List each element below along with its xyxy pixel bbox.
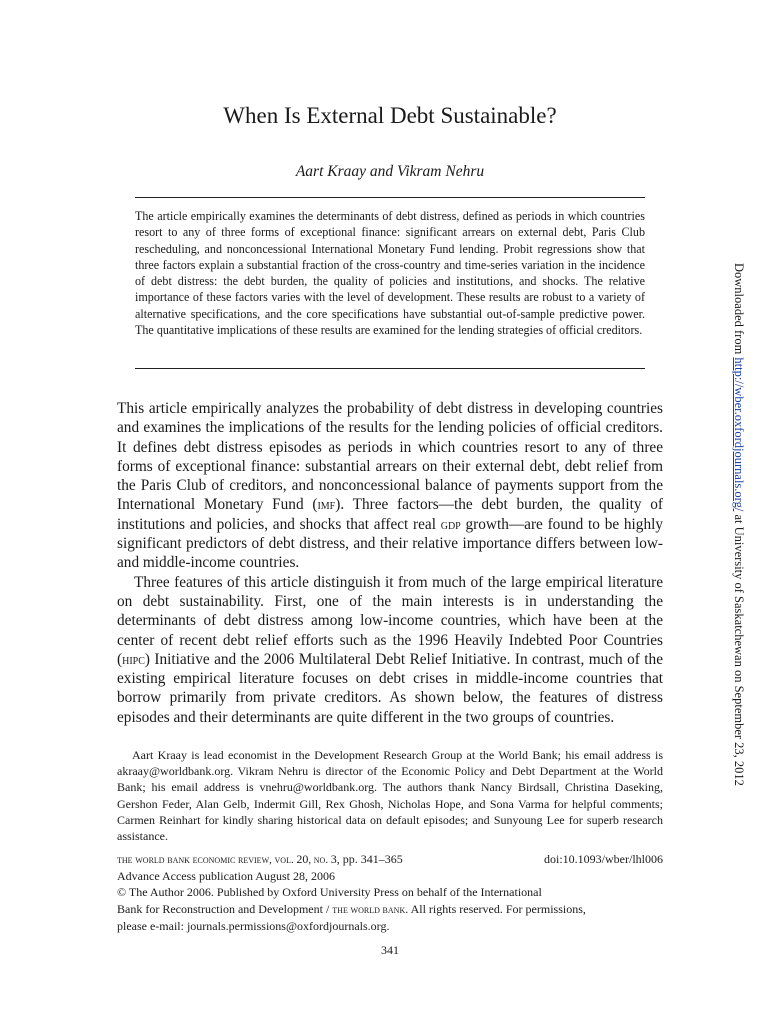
page-range: , pp. 341–365	[336, 852, 403, 866]
journal-citation: the world bank economic review, vol. 20, no. 3, pp. 341–365	[117, 852, 403, 866]
publication-info	[117, 851, 663, 934]
permissions-email: please e-mail: journals.permissions@oxfordjournals.org.	[117, 918, 390, 933]
download-watermark: Downloaded from http://wber.oxfordjournals.org/ at University of Saskatchewan on September 23, 2012	[732, 263, 746, 786]
copyright-line-1: © The Author 2006. Published by Oxford University Press on behalf of the International	[117, 885, 542, 900]
volume: 20	[296, 852, 309, 866]
body-paragraph-1: This article empirically analyzes the probability of debt distress in developing countries and examines the implications of the results for the lending policies of official creditors. It defines debt distress episodes as periods in which countries resort to any of three forms of exceptional finance: substantial arrears on their external debt, debt relief from the Paris Club of creditors, and nonconcessional balance of payments support from the International Monetary Fund (imf). Three factors—the debt burden, the quality of institutions and policies, and shocks that affect real gdp growth—are found to be highly significant predictors of debt distress, and their relative importance differs between low- and middle-income countries.	[117, 400, 664, 572]
body-text	[117, 399, 663, 727]
abstract: The article empirically examines the determinants of debt distress, defined as periods in which countries resort to any of three forms of exceptional finance: significant arrears on external debt, Paris Club rescheduling, and nonconcessional International Monetary Fund lending. Probit regressions show that three factors explain a substantial fraction of the cross-country and time-series variation in the incidence of debt distress: the debt burden, the quality of policies and institutions, and shocks. The relative importance of these factors varies with the level of development. These results are robust to a variety of alternative specifications, and the core specifications have substantial out-of-sample predictive power. The quantitative implications of these results are examined for the lending strategies of official creditors.	[135, 209, 645, 338]
doi: doi:10.1093/wber/lhl006	[544, 852, 663, 866]
page-number: 341	[381, 943, 399, 957]
issue: 3	[330, 852, 337, 866]
article-authors: Aart Kraay and Vikram Nehru	[295, 163, 485, 180]
abbr-gdp: gdp	[440, 516, 461, 532]
copyright-line-2: Bank for Reconstruction and Development / the world bank. All rights reserved. For permissions,	[117, 901, 586, 916]
body-paragraph-2: Three features of this article distinguish it from much of the large empirical literature on debt sustainability. First, one of the main interests is in understanding the determinants of debt distress among low-income countries, which have been at the center of recent debt relief efforts such as the 1996 Heavily Indebted Poor Countries (hipc) Initiative and the 2006 Multilateral Debt Relief Initiative. In contrast, much of the existing empirical literature focuses on debt crises in middle-income countries that borrow primarily from private creditors. As shown below, the features of distress episodes and their determinants are quite different in the two groups of countries.	[117, 573, 663, 726]
journal-link[interactable]: http://wber.oxfordjournals.org/	[732, 357, 746, 512]
abstract-bottom-rule	[135, 368, 645, 369]
journal-name: the world bank economic review	[117, 854, 270, 866]
abstract-top-rule	[135, 197, 645, 198]
author-footnote: Aart Kraay is lead economist in the Development Research Group at the World Bank; his email address is akraay@worldbank.org. Vikram Nehru is director of the Economic Policy and Debt Department at the World Bank; his email address is vnehru@worldbank.org. The authors thank Nancy Birdsall, Christina Daseking, Gershon Feder, Alan Gelb, Indermit Gill, Rex Ghosh, Nicholas Hope, and Sona Varma for helpful comments; Carmen Reinhart for kindly sharing historical data on default episodes; and Sunyoung Lee for superb research assistance.	[117, 748, 663, 844]
abbr-imf: imf	[317, 497, 336, 513]
article-title: When Is External Debt Sustainable?	[223, 103, 557, 128]
advance-access: Advance Access publication August 28, 2006	[117, 869, 335, 884]
citation-row	[117, 851, 663, 868]
abbr-hipc: hipc	[122, 651, 145, 667]
